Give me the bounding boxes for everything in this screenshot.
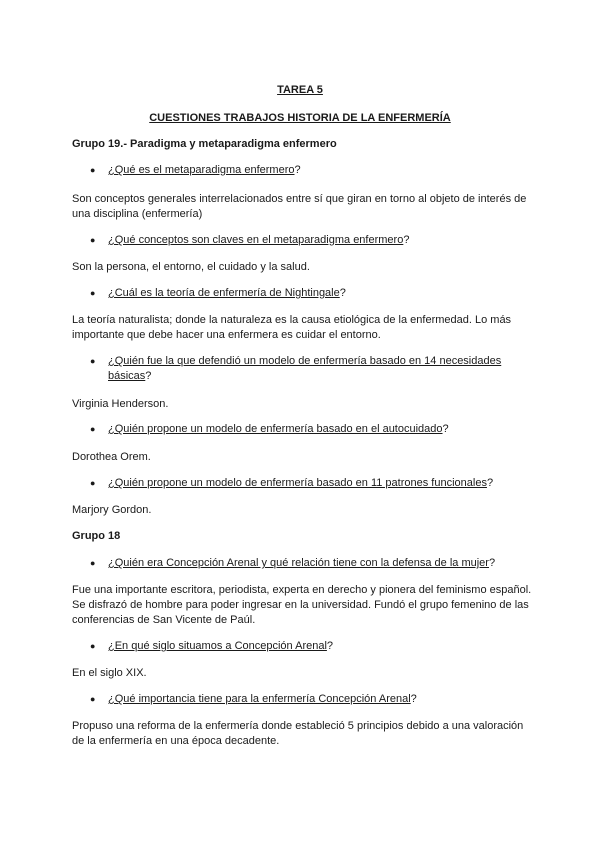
answer-text: Propuso una reforma de la enfermería donde estableció 5 principios debido a una valoración de la enfermería en una época decadente.	[72, 720, 524, 747]
document-page: TAREA 5 CUESTIONES TRABAJOS HISTORIA DE LA ENFERMERÍA Grupo 19.- Paradigma y metaparadigma enfermero ● ¿Qué es el metaparadigma enfermero? Son conceptos generales interrelacionados entre sí que giran en torno al objeto de interés de una disciplina (enfermería) ● ¿Qué conceptos son claves en el metaparadigma enfermero? Son la persona, el entorno, el cuidado y la salud. ● ¿Cuál es la teoría de enfermería de Nightingale? La teoría naturalista; donde la naturaleza es la causa etiológica de la enfermedad. Lo más importante que debe hacer una enfermera es cuidar el entorno. ● ¿Quién fue la que defendió un modelo de enfermería basado en 14 necesidades básicas? Virginia Henderson. ● ¿Quién propone un modelo de enfermería basado en el autocuidado? Dorothea Orem. ● ¿Quién propone un modelo de enfermería basado en 11 patrones funcionales? Marjory Gordon. Grupo 18 ● ¿Quién era Concepción Arenal y qué relación tiene con la defensa de la mujer? Fue una importante escritora, periodista, experta en derecho y pionera del feminismo español. Se disfrazó de hombre para poder ingresar en la universidad. Fundó el grupo femenino de las conferencias de San Vicente de Paúl. ● ¿En qué siglo situamos a Concepción Arenal? En el siglo XIX. ● ¿Qué importancia tiene para la enfermería Concepción Arenal? Propuso una reforma de la enfermería donde estableció 5 principios debido a una valoración de la enfermería en una época decadente.	[0, 0, 600, 848]
answer-text: En el siglo XIX.	[72, 667, 147, 679]
answer-text: Dorothea Orem.	[72, 451, 151, 463]
question-text: ¿Qué conceptos son claves en el metaparadigma enfermero	[108, 234, 404, 246]
question-text: ¿Quién fue la que defendió un modelo de enfermería basado en 14 necesidades básicas	[108, 355, 502, 382]
answer-text: Marjory Gordon.	[72, 504, 152, 516]
bullet-icon: ●	[90, 356, 96, 366]
question-text: ¿Quién propone un modelo de enfermería basado en 11 patrones funcionales	[108, 477, 487, 489]
bullet-icon: ●	[90, 424, 96, 434]
group-heading: Grupo 18	[72, 530, 121, 542]
question-text: ¿Cuál es la teoría de enfermería de Nightingale	[108, 287, 340, 299]
answer-text: Son conceptos generales interrelacionados entre sí que giran en torno al objeto de interés de una disciplina (enfermería)	[72, 193, 527, 220]
bullet-icon: ●	[90, 641, 96, 651]
bullet-icon: ●	[90, 288, 96, 298]
answer-text: Fue una importante escritora, periodista, experta en derecho y pionera del feminismo español. Se disfrazó de hombre para poder ingresar en la universidad. Fundó el grupo femenino de las conferencias de San Vicente de Paúl.	[72, 584, 532, 626]
question-text: ¿Qué importancia tiene para la enfermería Concepción Arenal	[108, 693, 411, 705]
bullet-icon: ●	[90, 235, 96, 245]
bullet-icon: ●	[90, 165, 96, 175]
bullet-icon: ●	[90, 558, 96, 568]
answer-text: Virginia Henderson.	[72, 398, 169, 410]
question-text: ¿Quién era Concepción Arenal y qué relación tiene con la defensa de la mujer	[108, 557, 489, 569]
question-text: ¿Quién propone un modelo de enfermería basado en el autocuidado	[108, 423, 443, 435]
document-subtitle: CUESTIONES TRABAJOS HISTORIA DE LA ENFERMERÍA	[149, 112, 451, 124]
answer-text: Son la persona, el entorno, el cuidado y la salud.	[72, 261, 310, 273]
group-heading: Grupo 19.- Paradigma y metaparadigma enfermero	[72, 138, 337, 150]
answer-text: La teoría naturalista; donde la naturaleza es la causa etiológica de la enfermedad. Lo más importante que debe hacer una enfermera es cuidar el entorno.	[72, 314, 512, 341]
bullet-icon: ●	[90, 478, 96, 488]
bullet-icon: ●	[90, 694, 96, 704]
question-text: ¿Qué es el metaparadigma enfermero	[108, 164, 295, 176]
document-title: TAREA 5	[277, 84, 323, 96]
question-text: ¿En qué siglo situamos a Concepción Arenal	[108, 640, 327, 652]
